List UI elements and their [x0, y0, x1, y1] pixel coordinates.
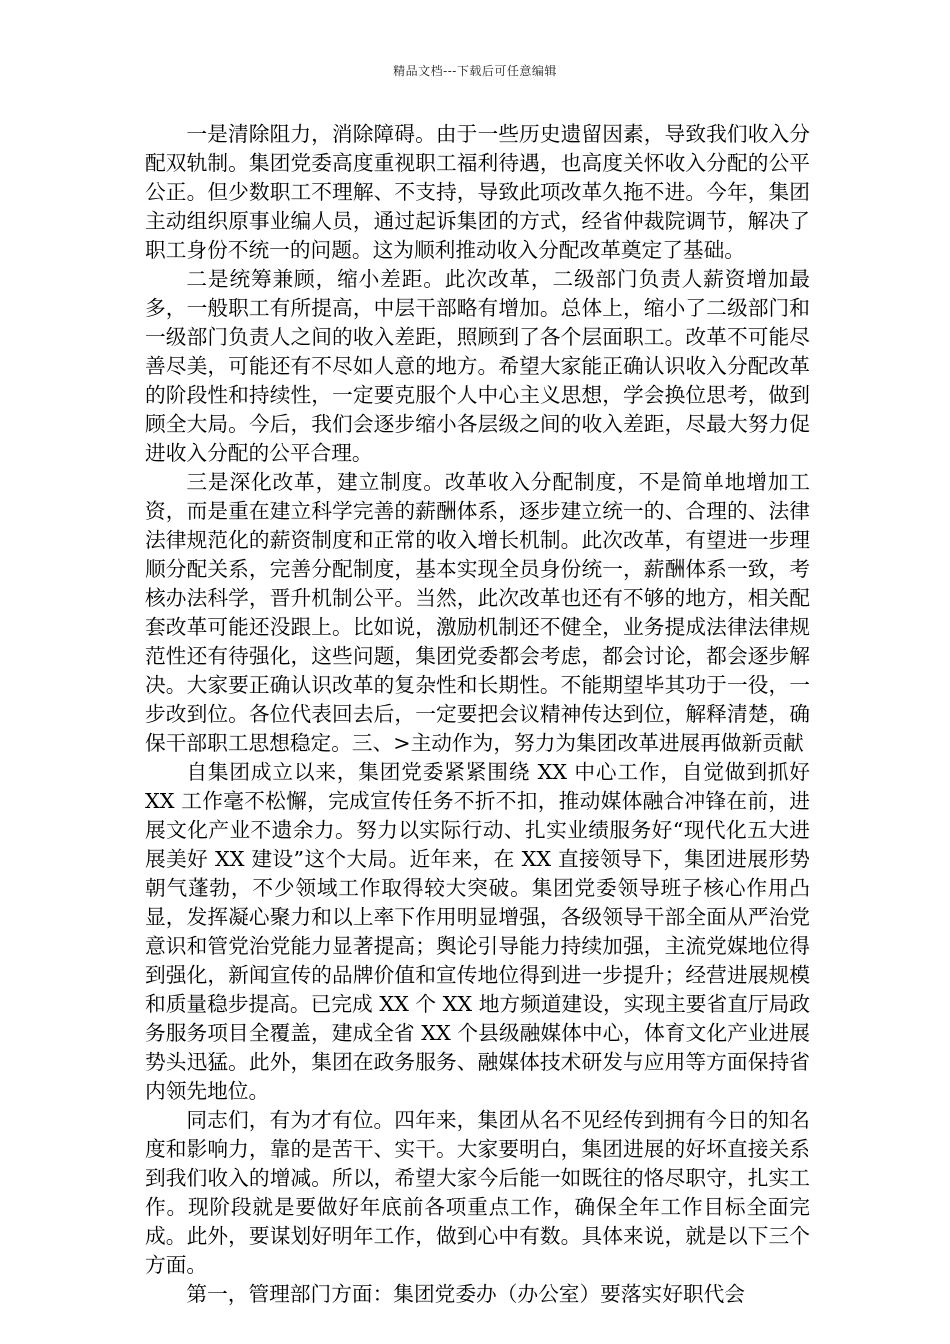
- page-header: 精品文档---下载后可任意编辑: [393, 64, 557, 78]
- paragraph-3: 三是深化改革，建立制度。改革收入分配制度，不是简单地增加工资，而是重在建立科学完善的薪酬体系，逐步建立统一的、合理的、法律法律规范化的薪资制度和正常的收入增长机制。此次改革，有望进一步理顺分配关系，完善分配制度，基本实现全员身份统一，薪酬体系一致，考核办法科学，晋升机制公平。当然，此次改革也还有不够的地方，相关配套改革可能还没跟上。比如说，激励机制还不健全，业务提成法律法律规范性还有待强化，这些问题，集团党委都会考虑，都会讨论，都会逐步解决。大家要正确认识改革的复杂性和长期性。不能期望毕其功于一役，一步改到位。各位代表回去后，一定要把会议精神传达到位，解释清楚，确保干部职工思想稳定。三、>主动作为，努力为集团改革进展再做新贡献: [145, 470, 810, 755]
- paragraph-2: 二是统筹兼顾，缩小差距。此次改革，二级部门负责人薪资增加最多，一般职工有所提高，中层干部略有增加。总体上，缩小了二级部门和一级部门负责人之间的收入差距，照顾到了各个层面职工。改革不可能尽善尽美，可能还有不尽如人意的地方。希望大家能正确认识收入分配改革的阶段性和持续性，一定要克服个人中心主义思想，学会换位思考，做到顾全大局。今后，我们会逐步缩小各层级之间的收入差距，尽最大努力促进收入分配的公平合理。: [145, 267, 810, 465]
- paragraph-5: 同志们，有为才有位。四年来，集团从名不见经传到拥有今日的知名度和影响力，靠的是苦干、实干。大家要明白，集团进展的好坏直接关系到我们收入的增减。所以，希望大家今后能一如既往的恪尽职守，扎实工作。现阶段就是要做好年底前各项重点工作，确保全年工作目标全面完成。此外，要谋划好明年工作，做到心中有数。具体来说，就是以下三个方面。: [145, 1108, 810, 1277]
- document-body: [145, 120, 810, 1309]
- paragraph-6: 第一，管理部门方面：集团党委办（办公室）要落实好职代会: [186, 1282, 745, 1306]
- paragraph-4: 自集团成立以来，集团党委紧紧围绕 XX 中心工作，自觉做到抓好 XX 工作毫不松懈，完成宣传任务不折不扣，推动媒体融合冲锋在前，进展文化产业不遗余力。努力以实际行动、扎实业绩服务好“现代化五大进展美好 XX 建设”这个大局。近年来，在 XX 直接领导下，集团进展形势朝气蓬勃，不少领域工作取得较大突破。集团党委领导班子核心作用凸显，发挥凝心聚力和以上率下作用明显增强，各级领导干部全面从严治党意识和管党治党能力显著提高；舆论引导能力持续加强，主流党媒地位得到强化，新闻宣传的品牌价值和宣传地位得到进一步提升；经营进展规模和质量稳步提高。已完成 XX 个 XX 地方频道建设，实现主要省直厅局政务服务项目全覆盖，建成全省 XX 个县级融媒体中心，体育文化产业进展势头迅猛。此外，集团在政务服务、融媒体技术研发与应用等方面保持省内领先地位。: [145, 760, 810, 1103]
- paragraph-1: 一是清除阻力，消除障碍。由于一些历史遗留因素，导致我们收入分配双轨制。集团党委高度重视职工福利待遇，也高度关怀收入分配的公平公正。但少数职工不理解、不支持，导致此项改革久拖不进。今年，集团主动组织原事业编人员，通过起诉集团的方式，经省仲裁院调节，解决了职工身份不统一的问题。这为顺利推动收入分配改革奠定了基础。: [145, 122, 810, 262]
